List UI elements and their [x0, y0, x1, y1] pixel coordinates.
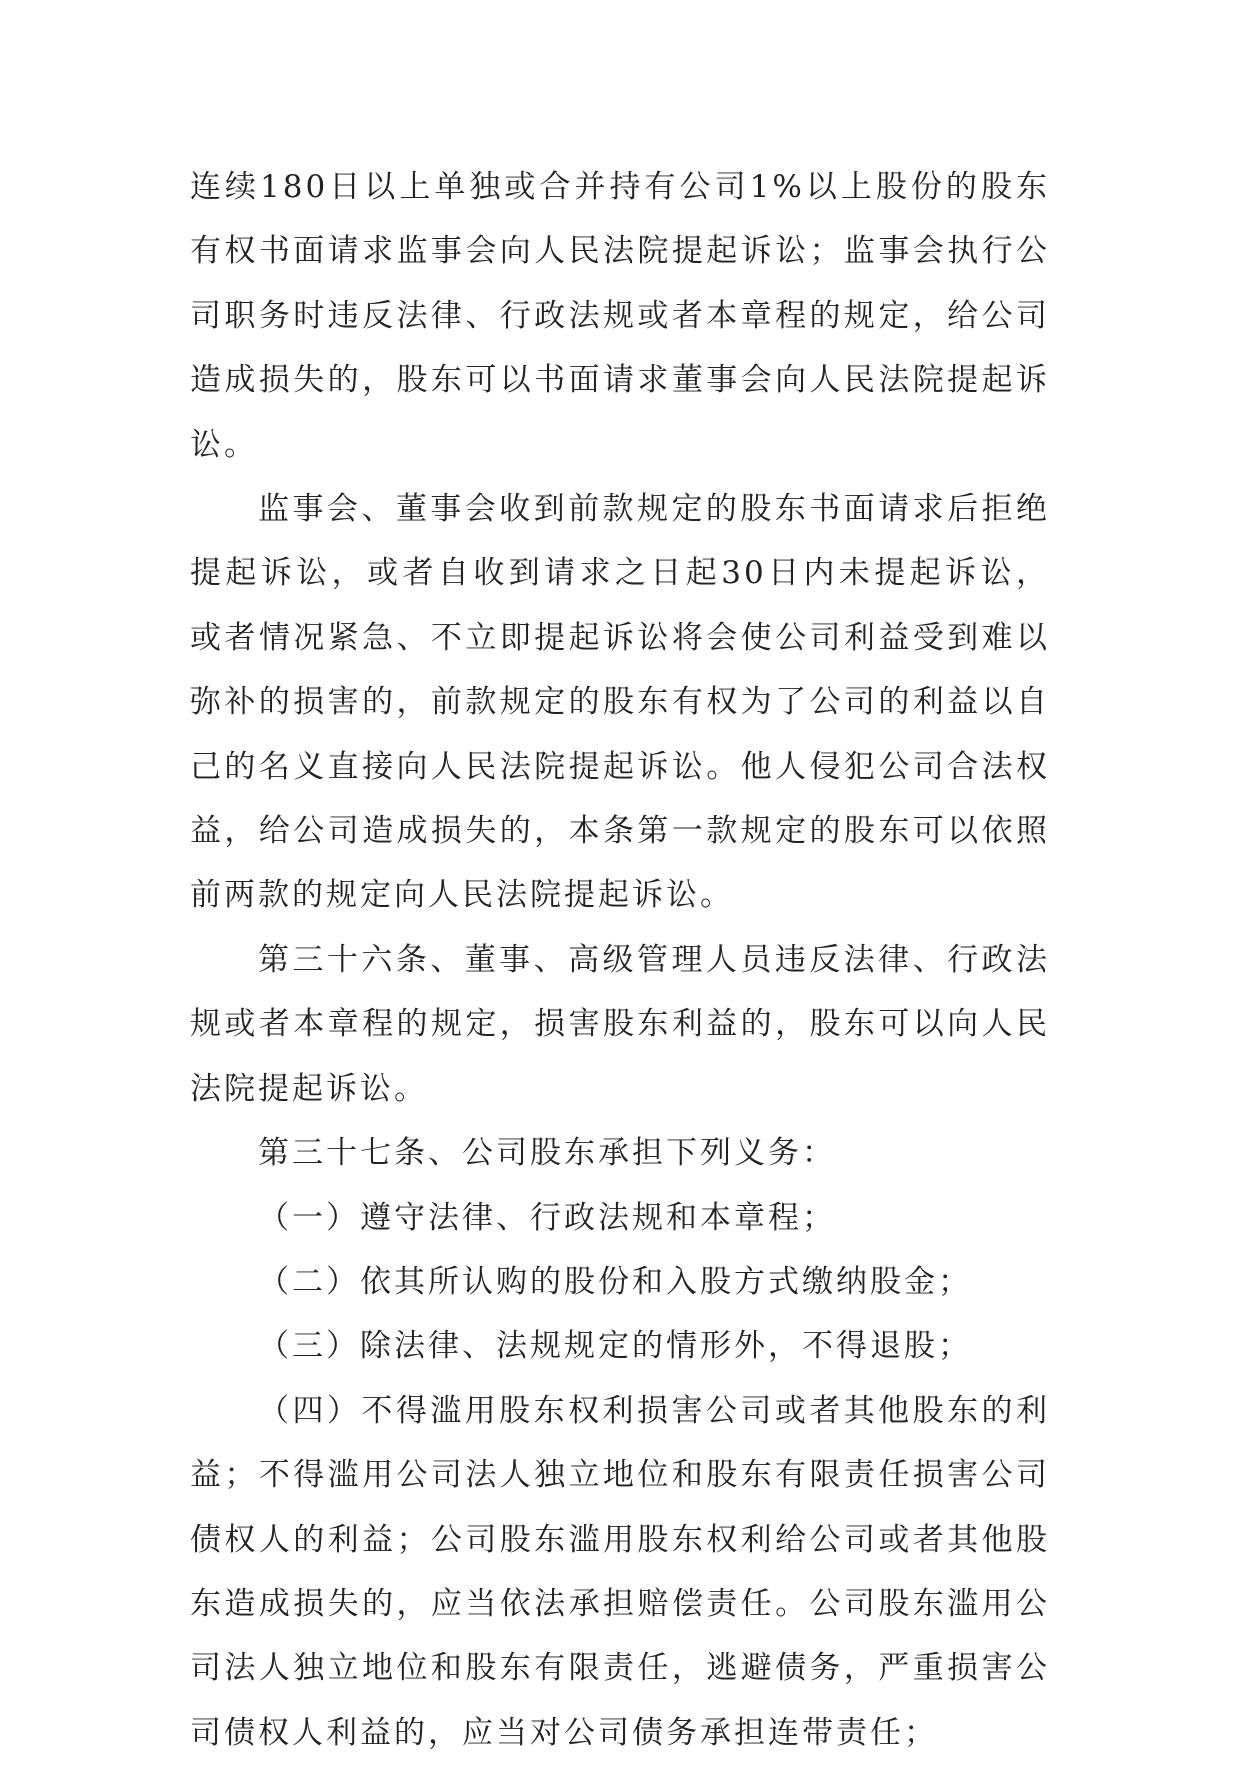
list-item-obligation-3: （三）除法律、法规规定的情形外，不得退股； — [258, 1328, 972, 1365]
paragraph-direct-lawsuit: 监事会、董事会收到前款规定的股东书面请求后拒绝提起诉讼，或者自收到请求之日起30日内未提起诉讼，或者情况紧急、不立即提起诉讼将会使公司利益受到难以弥补的损害的，前款规定的股东有权为了公司的利益以自己的名义直接向人民法院提起诉讼。他人侵犯公司合法权益，给公司造成损失的，本条第一款规定的股东可以依照前两款的规定向人民法院提起诉讼。 — [190, 491, 1050, 914]
list-item-obligation-2: （二）依其所认购的股份和入股方式缴纳股金； — [258, 1263, 972, 1300]
list-item-obligation-1: （一）遵守法律、行政法规和本章程； — [258, 1199, 836, 1236]
paragraph-article-37: 第三十七条、公司股东承担下列义务： — [258, 1135, 836, 1172]
paragraph-shareholder-lawsuit-request: 连续180日以上单独或合并持有公司1%以上股份的股东有权书面请求监事会向人民法院提起诉讼；监事会执行公司职务时违反法律、行政法规或者本章程的规定，给公司造成损失的，股东可以书面请求董事会向人民法院提起诉讼。 — [190, 169, 1050, 463]
document-page — [190, 155, 1050, 1765]
paragraph-article-36: 第三十六条、董事、高级管理人员违反法律、行政法规或者本章程的规定，损害股东利益的，股东可以向人民法院提起诉讼。 — [190, 941, 1050, 1107]
list-item-obligation-4: （四）不得滥用股东权利损害公司或者其他股东的利益；不得滥用公司法人独立地位和股东有限责任损害公司债权人的利益；公司股东滥用股东权利给公司或者其他股东造成损失的，应当依法承担赔偿责任。公司股东滥用公司法人独立地位和股东有限责任，逃避债务，严重损害公司债权人利益的，应当对公司债务承担连带责任； — [190, 1392, 1050, 1751]
